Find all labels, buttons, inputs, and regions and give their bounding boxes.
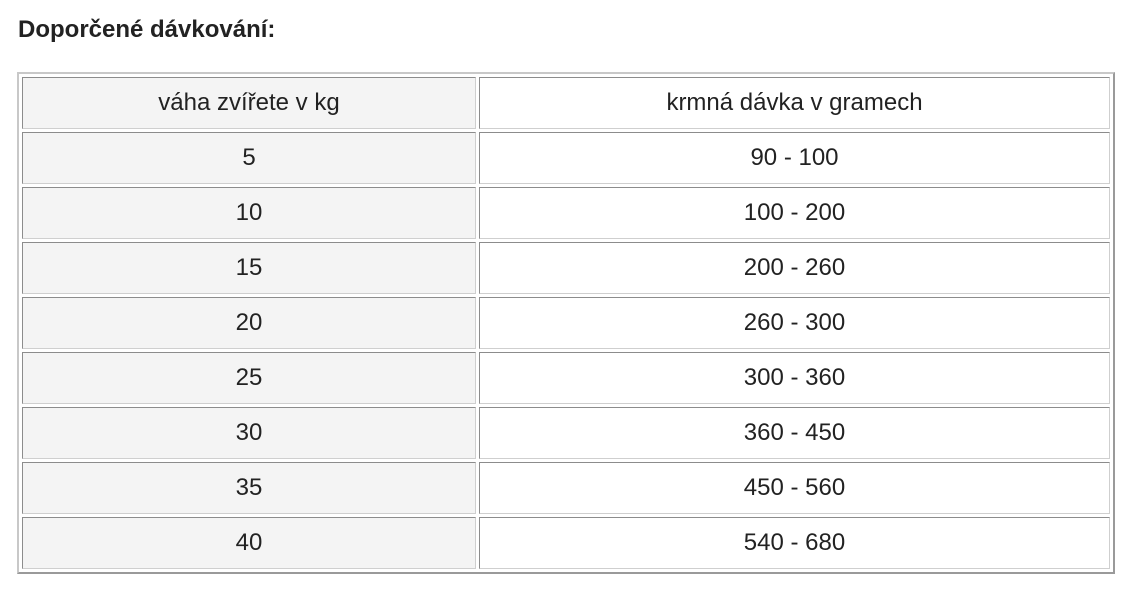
dose-cell: 300 - 360 xyxy=(479,352,1110,404)
weight-cell: 15 xyxy=(22,242,476,294)
table-row xyxy=(22,297,1110,349)
dose-cell: 450 - 560 xyxy=(479,462,1110,514)
table-row xyxy=(22,242,1110,294)
table-row xyxy=(22,132,1110,184)
dose-cell: 200 - 260 xyxy=(479,242,1110,294)
table-row xyxy=(22,187,1110,239)
table-row xyxy=(22,517,1110,569)
header-weight: váha zvířete v kg xyxy=(22,77,476,129)
dose-cell: 260 - 300 xyxy=(479,297,1110,349)
dose-cell: 90 - 100 xyxy=(479,132,1110,184)
table-row xyxy=(22,352,1110,404)
table-row xyxy=(22,407,1110,459)
dosage-table xyxy=(17,72,1115,574)
weight-cell: 10 xyxy=(22,187,476,239)
weight-cell: 35 xyxy=(22,462,476,514)
weight-cell: 25 xyxy=(22,352,476,404)
table-row xyxy=(22,462,1110,514)
header-dose: krmná dávka v gramech xyxy=(479,77,1110,129)
weight-cell: 20 xyxy=(22,297,476,349)
page-title: Doporčené dávkování: xyxy=(18,16,276,43)
dose-cell: 540 - 680 xyxy=(479,517,1110,569)
weight-cell: 30 xyxy=(22,407,476,459)
dose-cell: 360 - 450 xyxy=(479,407,1110,459)
table-header-row xyxy=(22,77,1110,129)
dose-cell: 100 - 200 xyxy=(479,187,1110,239)
weight-cell: 40 xyxy=(22,517,476,569)
weight-cell: 5 xyxy=(22,132,476,184)
